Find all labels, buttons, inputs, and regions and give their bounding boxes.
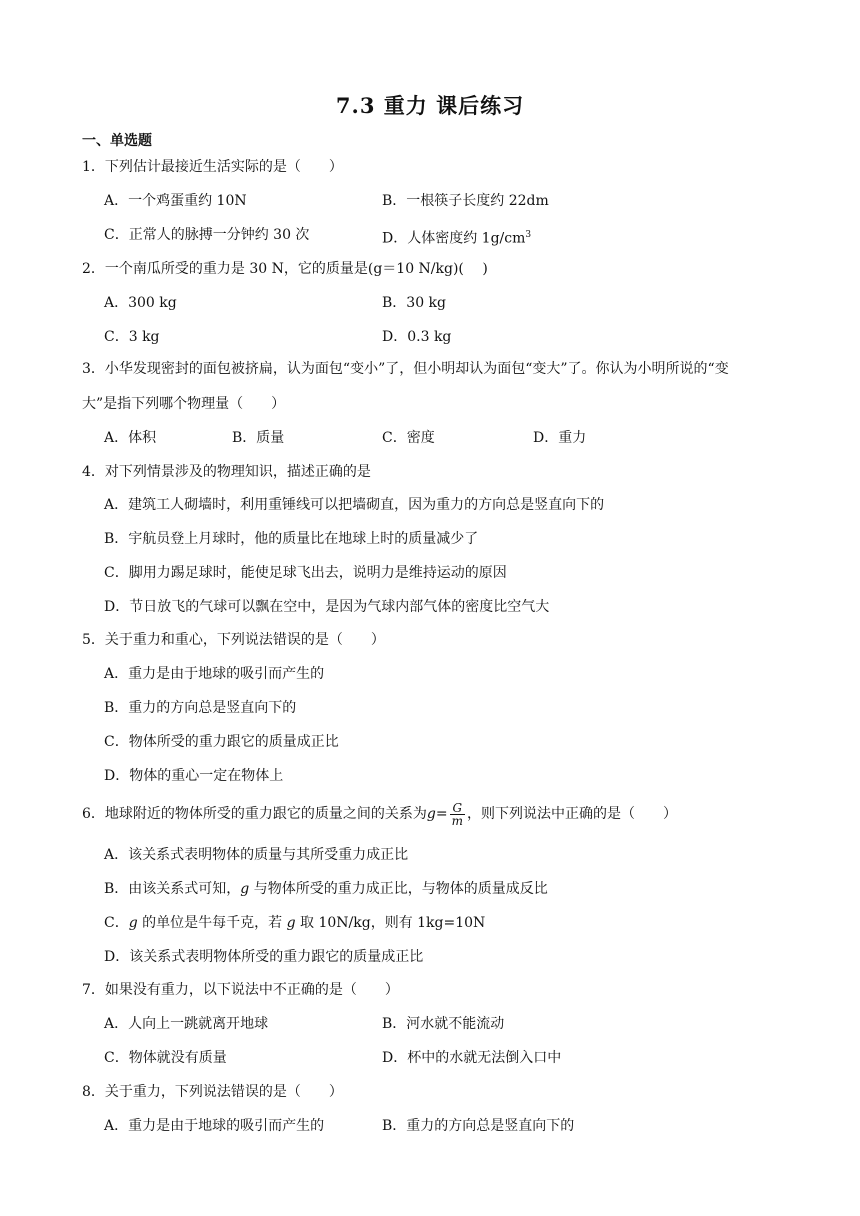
formula-numerator: G bbox=[450, 802, 465, 815]
question-4-option-a[interactable]: A．建筑工人砌墙时，利用重锤线可以把墙砌直，因为重力的方向总是竖直向下的 bbox=[104, 497, 605, 513]
section-heading: 一、单选题 bbox=[82, 133, 152, 149]
question-8-option-b[interactable]: B．重力的方向总是竖直向下的 bbox=[382, 1118, 575, 1134]
option-b-pre: B．由该关系式可知， bbox=[104, 881, 241, 897]
unit-superscript: 3 bbox=[525, 230, 532, 240]
question-6-option-d[interactable]: D．该关系式表明物体所受的重力跟它的质量成正比 bbox=[104, 949, 424, 965]
formula-g: g bbox=[426, 806, 436, 822]
question-1-option-d-text: D．人体密度约 1g/cm bbox=[382, 230, 526, 247]
symbol-g: g bbox=[286, 915, 296, 931]
question-3-option-a[interactable]: A．体积 bbox=[104, 430, 157, 446]
question-7-option-c[interactable]: C．物体就没有质量 bbox=[104, 1050, 227, 1066]
question-4-option-c[interactable]: C．脚用力踢足球时，能使足球飞出去，说明力是维持运动的原因 bbox=[104, 565, 507, 581]
question-8-stem: 8．关于重力，下列说法错误的是（ ） bbox=[82, 1084, 343, 1100]
question-6-stem bbox=[82, 799, 677, 829]
question-2-option-c[interactable]: C．3 kg bbox=[104, 329, 160, 345]
question-5-stem: 5．关于重力和重心，下列说法错误的是（ ） bbox=[82, 632, 385, 648]
question-4-stem: 4．对下列情景涉及的物理知识，描述正确的是 bbox=[82, 464, 371, 480]
question-1-option-b[interactable]: B．一根筷子长度约 22dm bbox=[382, 193, 549, 209]
question-6-stem-pre: 6．地球附近的物体所受的重力跟它的质量之间的关系为 bbox=[82, 806, 427, 822]
question-6-option-c[interactable] bbox=[104, 914, 485, 932]
question-7-option-d[interactable]: D．杯中的水就无法倒入口中 bbox=[382, 1050, 562, 1066]
question-3-stem-line-1: 3．小华发现密封的面包被挤扁，认为面包“变小”了，但小明却认为面包“变大”了。你认为小明所说的“变 bbox=[82, 361, 729, 377]
question-2-option-a[interactable]: A．300 kg bbox=[104, 295, 177, 311]
option-c-post: 取 10N/kg，则有 1kg=10N bbox=[295, 915, 486, 931]
page-title: 7.3 重力 课后练习 bbox=[335, 93, 525, 118]
question-3-option-c[interactable]: C．密度 bbox=[382, 430, 435, 446]
question-2-stem: 2．一个南瓜所受的重力是 30 N，它的质量是(g＝10 N/kg)( ) bbox=[82, 261, 488, 277]
question-1-option-a[interactable]: A．一个鸡蛋重约 10N bbox=[104, 193, 247, 209]
question-3-option-d[interactable]: D．重力 bbox=[533, 430, 587, 446]
question-6-option-a[interactable]: A．该关系式表明物体的质量与其所受重力成正比 bbox=[104, 847, 409, 863]
question-3-option-b[interactable]: B．质量 bbox=[232, 430, 285, 446]
question-5-option-b[interactable]: B．重力的方向总是竖直向下的 bbox=[104, 700, 297, 716]
symbol-g: g bbox=[240, 881, 250, 897]
question-7-option-b[interactable]: B．河水就不能流动 bbox=[382, 1016, 505, 1032]
option-c-mid: 的单位是牛每千克，若 bbox=[137, 915, 287, 931]
question-8-option-a[interactable]: A．重力是由于地球的吸引而产生的 bbox=[104, 1118, 325, 1134]
question-3-stem-line-2: 大”是指下列哪个物理量（ ） bbox=[82, 396, 286, 412]
question-2-option-b[interactable]: B．30 kg bbox=[382, 295, 446, 311]
question-7-stem: 7．如果没有重力，以下说法中不正确的是（ ） bbox=[82, 982, 399, 998]
question-4-option-b[interactable]: B．宇航员登上月球时，他的质量比在地球上时的质量减少了 bbox=[104, 531, 479, 547]
option-c-pre: C． bbox=[104, 915, 129, 931]
question-5-option-a[interactable]: A．重力是由于地球的吸引而产生的 bbox=[104, 666, 325, 682]
question-1-option-c[interactable]: C．正常人的脉搏一分钟约 30 次 bbox=[104, 227, 310, 243]
question-6-stem-post: ，则下列说法中正确的是（ ） bbox=[467, 806, 677, 822]
formula-equals: = bbox=[435, 806, 448, 822]
question-7-option-a[interactable]: A．人向上一跳就离开地球 bbox=[104, 1016, 269, 1032]
symbol-g: g bbox=[128, 915, 138, 931]
question-4-option-d[interactable]: D．节日放飞的气球可以飘在空中，是因为气球内部气体的密度比空气大 bbox=[104, 599, 550, 615]
formula-denominator: m bbox=[451, 813, 463, 828]
question-1-option-d[interactable] bbox=[382, 226, 531, 248]
option-b-post: 与物体所受的重力成正比，与物体的质量成反比 bbox=[249, 881, 548, 897]
question-6-option-b[interactable] bbox=[104, 880, 548, 898]
question-1-stem: 1．下列估计最接近生活实际的是（ ） bbox=[82, 159, 343, 175]
formula-fraction bbox=[450, 802, 465, 827]
question-5-option-d[interactable]: D．物体的重心一定在物体上 bbox=[104, 768, 284, 784]
question-5-option-c[interactable]: C．物体所受的重力跟它的质量成正比 bbox=[104, 734, 339, 750]
question-2-option-d[interactable]: D．0.3 kg bbox=[382, 329, 452, 345]
